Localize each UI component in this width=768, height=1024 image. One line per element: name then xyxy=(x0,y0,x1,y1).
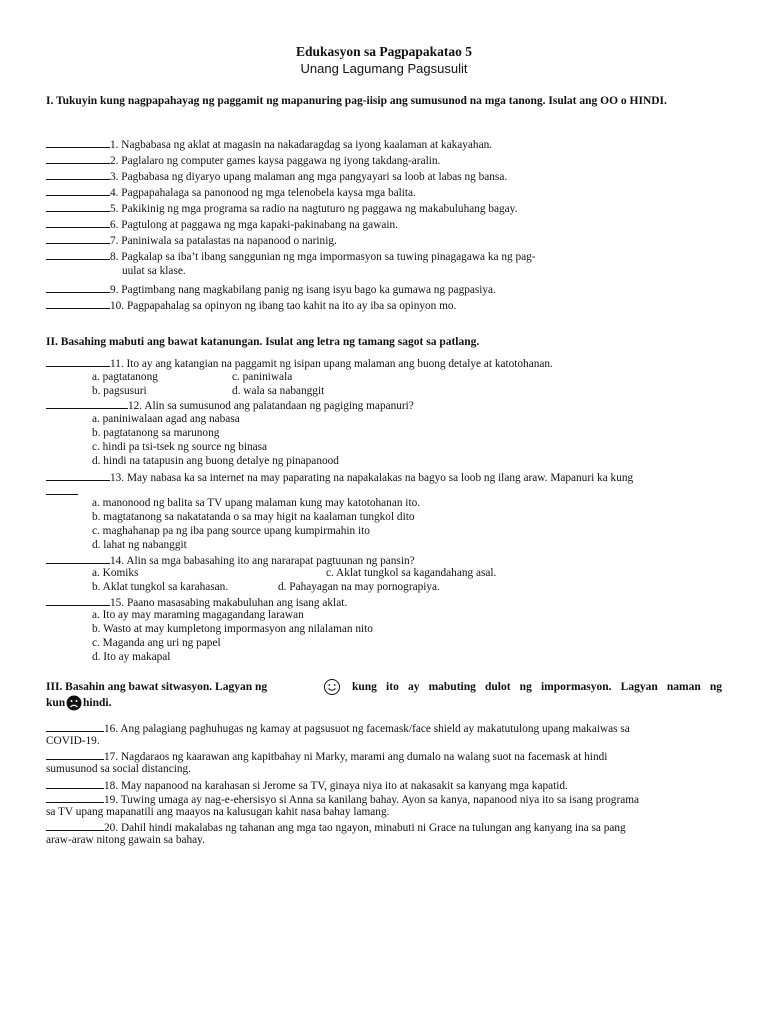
choice-c: c. paniniwala xyxy=(232,371,293,383)
question-14: 14. Alin sa mga babasahing ito ang nararapat pagtuunan ng pansin? xyxy=(46,553,726,568)
section1-item: 6. Pagtulong at paggawa ng mga kapaki-pakinabang na gawain. xyxy=(46,217,726,232)
section1-item: 5. Pakikinig ng mga programa sa radio na nagtuturo ng paggawa ng makabuluhang bagay. xyxy=(46,201,726,216)
answer-blank[interactable] xyxy=(46,217,110,228)
answer-blank[interactable] xyxy=(46,820,104,831)
choice-d: d. Pahayagan na may pornograpiya. xyxy=(278,581,440,593)
choice-b: b. Wasto at may kumpletong impormasyon ang nilalaman nito xyxy=(92,623,373,635)
choice-b: b. Aklat tungkol sa karahasan. xyxy=(92,581,229,593)
section3-heading-part1: III. Basahin ang bawat sitwasyon. Lagyan ng xyxy=(46,681,268,693)
choice-c: c. Maganda ang uri ng papel xyxy=(92,637,221,649)
answer-blank[interactable] xyxy=(46,721,104,732)
situation-20: 20. Dahil hindi makalabas ng tahanan ang mga tao ngayon, minabuti ni Grace na tulungan ang kanyang ina sa pang xyxy=(46,820,722,835)
choice-d: d. hindi na tatapusin ang buong detalye ng pinapanood xyxy=(92,455,339,467)
answer-blank[interactable] xyxy=(46,201,110,212)
question-13-trailing-blank[interactable] xyxy=(46,484,78,495)
answer-blank[interactable] xyxy=(46,553,110,564)
question-12: 12. Alin sa sumusunod ang palatandaan ng pagiging mapanuri? xyxy=(46,398,726,413)
answer-blank[interactable] xyxy=(46,778,104,789)
choice-b: b. pagsusuri xyxy=(92,385,147,397)
section1-heading: I. Tukuyin kung nagpapahayag ng paggamit ng mapanuring pag-iisip ang sumusunod na mga tanong. Isulat ang OO o HINDI. xyxy=(46,95,667,107)
answer-blank[interactable] xyxy=(46,298,110,309)
answer-blank[interactable] xyxy=(46,233,110,244)
choice-a: a. Ito ay may maraming magagandang larawan xyxy=(92,609,304,621)
choice-a: a. paniniwalaan agad ang nabasa xyxy=(92,413,240,425)
section1-item: 7. Paniniwala sa patalastas na napanood o narinig. xyxy=(46,233,726,248)
answer-blank[interactable] xyxy=(46,792,104,803)
section3-heading-part2: kung ito ay mabuting dulot ng impormasyon. Lagyan naman ng xyxy=(352,681,722,693)
section2-heading: II. Basahing mabuti ang bawat katanungan. Isulat ang letra ng tamang sagot sa patlang. xyxy=(46,336,480,348)
choice-a: a. Komiks xyxy=(92,567,139,579)
choice-c: c. maghahanap pa ng iba pang source upang kumpirmahin ito xyxy=(92,525,370,537)
answer-blank[interactable] xyxy=(46,153,110,164)
choice-b: b. magtatanong sa nakatatanda o sa may higit na kaalaman tungkol dito xyxy=(92,511,415,523)
situation-20-line2: araw-araw nitong gawain sa bahay. xyxy=(46,834,205,846)
choice-a: a. manonood ng balita sa TV upang malaman kung may katotohanan ito. xyxy=(92,497,421,509)
answer-blank[interactable] xyxy=(46,398,128,409)
section1-item: 9. Pagtimbang nang magkabilang panig ng isang isyu bago ka gumawa ng pagpasiya. xyxy=(46,282,726,297)
answer-blank[interactable] xyxy=(46,282,110,293)
section3-heading-part3b: hindi. xyxy=(83,697,112,709)
situation-16-line2: COVID-19. xyxy=(46,735,100,747)
section3-heading-part3a: kun xyxy=(46,697,66,709)
choice-b: b. pagtatanong sa marunong xyxy=(92,427,220,439)
section1-item8-continuation: uulat sa klase. xyxy=(122,265,186,277)
question-15: 15. Paano masasabing makabuluhan ang isang aklat. xyxy=(46,595,726,610)
smiley-face-icon xyxy=(323,678,341,696)
answer-blank[interactable] xyxy=(46,470,110,481)
situation-17-line2: sumusunod sa social distancing. xyxy=(46,763,191,775)
situation-19-line2: sa TV upang mapanatili ang maayos na kalusugan kahit nasa bahay lamang. xyxy=(46,806,390,818)
section1-item: 1. Nagbabasa ng aklat at magasin na nakadaragdag sa iyong kaalaman at kakayahan. xyxy=(46,137,726,152)
answer-blank[interactable] xyxy=(46,595,110,606)
situation-17: 17. Nagdaraos ng kaarawan ang kapitbahay ni Marky, marami ang dumalo na walang suot na facemask at hindi xyxy=(46,749,722,764)
question-13: 13. May nabasa ka sa internet na may paparating na napakalakas na bagyo sa loob ng ilang araw. Mapanuri ka kung xyxy=(46,470,726,485)
question-11: 11. Ito ay ang katangian na paggamit ng isipan upang malaman ang buong detalye at katotohanan. xyxy=(46,356,726,371)
section1-item: 2. Paglalaro ng computer games kaysa paggawa ng iyong takdang-aralin. xyxy=(46,153,726,168)
answer-blank[interactable] xyxy=(46,185,110,196)
document-title: Edukasyon sa Pagpapakatao 5 xyxy=(296,44,472,59)
answer-blank[interactable] xyxy=(46,169,110,180)
answer-blank[interactable] xyxy=(46,137,110,148)
section1-item: 4. Pagpapahalaga sa panonood ng mga telenobela kaysa mga balita. xyxy=(46,185,726,200)
answer-blank[interactable] xyxy=(46,249,110,260)
document-subtitle: Unang Lagumang Pagsusulit xyxy=(300,61,468,76)
choice-a: a. pagtatanong xyxy=(92,371,158,383)
answer-blank[interactable] xyxy=(46,749,104,760)
situation-18: 18. May napanood na karahasan si Jerome sa TV, ginaya niya ito at nakasakit sa kanyang mga kapatid. xyxy=(46,778,726,793)
frowning-face-icon xyxy=(66,695,82,711)
section1-item: 10. Pagpapahalag sa opinyon ng ibang tao kahit na ito ay iba sa opinyon mo. xyxy=(46,298,726,313)
choice-c: c. hindi pa tsi-tsek ng source ng binasa xyxy=(92,441,268,453)
section1-item: 3. Pagbabasa ng diyaryo upang malaman ang mga pangyayari sa loob at labas ng bansa. xyxy=(46,169,726,184)
section1-item: 8. Pagkalap sa iba’t ibang sanggunian ng mga impormasyon sa tuwing pinagagawa ka ng pag- xyxy=(46,249,726,264)
situation-19: 19. Tuwing umaga ay nag-e-ehersisyo si Anna sa kanilang bahay. Ayon sa kanya, napanood niya ito sa isang programa xyxy=(46,792,722,807)
choice-d: d. wala sa nabanggit xyxy=(232,385,325,397)
choice-d: d. lahat ng nabanggit xyxy=(92,539,187,551)
choice-c: c. Aklat tungkol sa kagandahang asal. xyxy=(326,567,497,579)
choice-d: d. Ito ay makapal xyxy=(92,651,171,663)
answer-blank[interactable] xyxy=(46,356,110,367)
situation-16: 16. Ang palagiang paghuhugas ng kamay at pagsusuot ng facemask/face shield ay makatutulong upang makaiwas sa xyxy=(46,721,722,736)
